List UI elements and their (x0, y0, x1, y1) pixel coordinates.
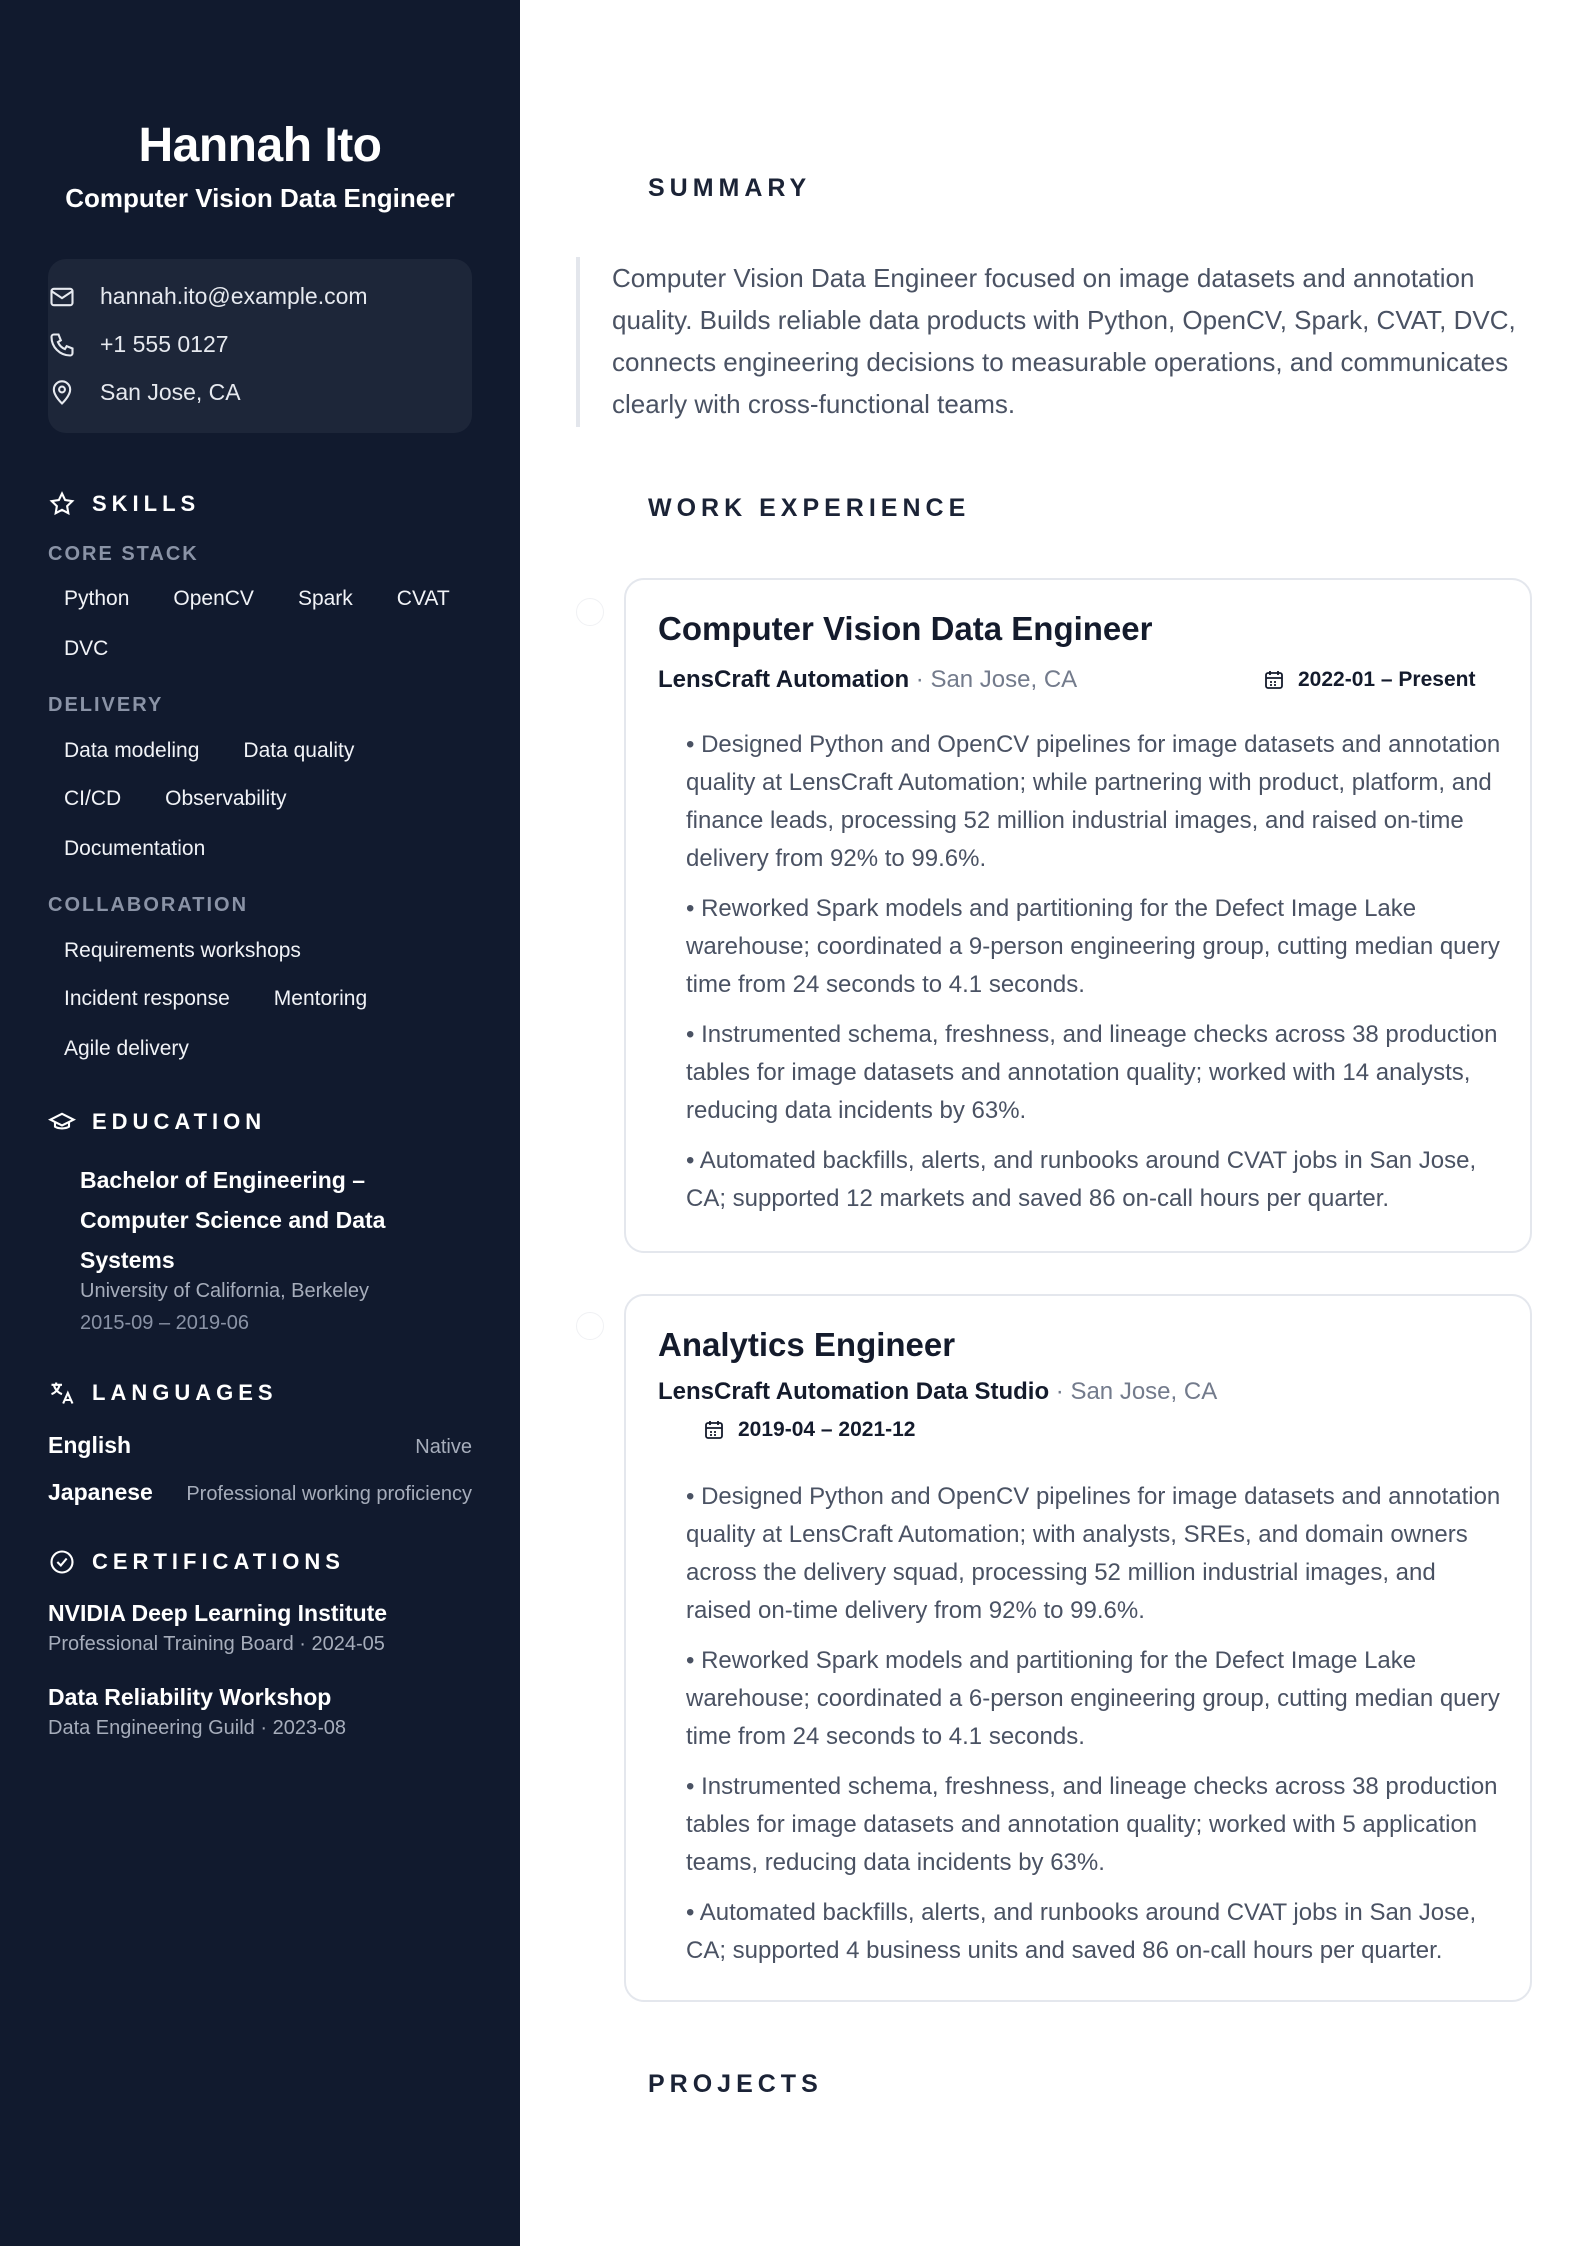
job-card (624, 578, 1532, 1253)
job-bullet: • Reworked Spark models and partitioning for the Defect Image Lake warehouse; coordinated a 6-person engineering group, cutting median query time from 24 seconds to 4.1 seconds. (686, 1647, 1500, 1750)
contact-location (100, 377, 241, 407)
education-dates: 2015-09 – 2019-06 (80, 1312, 250, 1334)
skill-tag: Documentation (64, 837, 206, 860)
contact-card (48, 259, 472, 433)
skill-tag: DVC (64, 637, 109, 660)
skills-row (48, 782, 315, 816)
education-heading (48, 1105, 266, 1139)
job-location: · San Jose, CA (909, 666, 1078, 693)
job-dates-text: 2019-04 – 2021-12 (738, 1418, 916, 1441)
job-dates-text: 2022-01 – Present (1298, 668, 1476, 691)
job-bullet: • Designed Python and OpenCV pipelines for image datasets and annotation quality at LensCraft Automation; with analysts, SREs, and domain owners across the delivery squad, processing 52 million industrial images, and raised on-time delivery from 92% to 99.6%. (686, 1483, 1501, 1624)
job-location: · San Jose, CA (1049, 1378, 1218, 1405)
skills-row (48, 982, 395, 1016)
mail-icon (48, 283, 76, 311)
language-level: Professional working proficiency (186, 1483, 472, 1505)
cert-name: Data Reliability Workshop (48, 1684, 332, 1710)
skills-heading-text: SKILLS (92, 491, 201, 516)
phone-icon (48, 331, 76, 359)
skill-tag: Data quality (243, 739, 355, 762)
skill-tag: Spark (297, 587, 353, 610)
experience-heading: WORK EXPERIENCE (648, 494, 971, 522)
projects-heading: PROJECTS (648, 2070, 823, 2098)
skills-group-title: CORE STACK (48, 543, 199, 565)
education-degree: Bachelor of Engineering – Computer Science and Data Systems (80, 1167, 386, 1273)
person-name: Hannah Ito (138, 119, 382, 172)
skill-tag: Agile delivery (64, 1037, 189, 1060)
job-card (624, 1294, 1532, 2002)
summary-heading: SUMMARY (648, 174, 812, 202)
job-company: LensCraft Automation (658, 666, 910, 693)
timeline-dot (576, 598, 604, 626)
skills-row (48, 832, 233, 866)
summary-text: Computer Vision Data Engineer focused on image datasets and annotation quality. Builds reliable data products with Python, OpenCV, Spark, CVAT, DVC, connects engineering decisions to measurable operations, and communicates clearly with cross-functional teams. (576, 257, 1516, 427)
skills-row (48, 582, 478, 616)
skills-row (48, 1032, 217, 1066)
skill-tag: CVAT (396, 587, 450, 610)
phone-text: +1 555 0127 (100, 330, 229, 357)
job-company: LensCraft Automation Data Studio (658, 1378, 1050, 1405)
calendar-icon (1262, 668, 1286, 692)
job-title: Computer Vision Data Engineer (658, 610, 1153, 647)
graduation-cap-icon (48, 1108, 76, 1136)
education-school: University of California, Berkeley (80, 1280, 369, 1302)
location-pin-icon (48, 379, 76, 407)
email-text: hannah.ito@example.com (100, 282, 368, 309)
skill-tag: CI/CD (64, 787, 122, 810)
language-row (48, 1432, 472, 1459)
translate-icon (48, 1379, 76, 1407)
language-name: Japanese (48, 1479, 153, 1505)
job-company-line (658, 1378, 1217, 1406)
languages-heading-text: LANGUAGES (92, 1380, 278, 1405)
job-company-line (658, 666, 1077, 694)
job-bullet: • Instrumented schema, freshness, and lineage checks across 38 production tables for image datasets and annotation quality; worked with 14 analysts, reducing data incidents by 63%. (686, 1021, 1498, 1124)
education-heading-text: EDUCATION (92, 1109, 267, 1134)
job-bullet: • Automated backfills, alerts, and runbooks around CVAT jobs in San Jose, CA; supported 4 business units and saved 86 on-call hours per quarter. (686, 1899, 1477, 1964)
skill-tag: Python (64, 587, 130, 610)
job-bullet: • Instrumented schema, freshness, and lineage checks across 38 production tables for image datasets and annotation quality; worked with 5 application teams, reducing data incidents by 63%. (686, 1773, 1498, 1876)
language-name: English (48, 1432, 132, 1458)
skills-row (48, 632, 136, 666)
cert-meta: Data Engineering Guild · 2023-08 (48, 1717, 346, 1739)
cert-name: NVIDIA Deep Learning Institute (48, 1600, 388, 1626)
job-bullets (686, 1478, 1506, 1982)
languages-heading (48, 1376, 278, 1410)
job-bullet: • Designed Python and OpenCV pipelines for image datasets and annotation quality at LensCraft Automation; while partnering with product, platform, and finance leads, processing 52 million industrial images, and raised on-time delivery from 92% to 99.6%. (686, 731, 1501, 872)
skill-tag: Data modeling (64, 739, 200, 762)
skill-tag: Incident response (64, 987, 230, 1010)
certifications-heading-text: CERTIFICATIONS (92, 1549, 345, 1574)
contact-email[interactable] (100, 281, 368, 311)
job-dates (1262, 668, 1475, 692)
skill-tag: Observability (165, 787, 287, 810)
job-bullets (686, 726, 1506, 1230)
timeline-dot (576, 1312, 604, 1340)
skill-tag: Requirements workshops (64, 939, 301, 962)
skills-row (48, 934, 329, 968)
skills-group-title: DELIVERY (48, 694, 164, 716)
job-dates (702, 1418, 916, 1442)
skills-row (48, 734, 382, 768)
job-title: Analytics Engineer (658, 1326, 956, 1363)
location-text: San Jose, CA (100, 378, 241, 405)
cert-meta: Professional Training Board · 2024-05 (48, 1633, 385, 1655)
job-bullet: • Reworked Spark models and partitioning for the Defect Image Lake warehouse; coordinated a 9-person engineering group, cutting median query time from 24 seconds to 4.1 seconds. (686, 895, 1500, 998)
person-headline: Computer Vision Data Engineer (65, 183, 455, 213)
star-icon (48, 490, 76, 518)
skill-tag: Mentoring (273, 987, 368, 1010)
skills-heading (48, 487, 200, 521)
skills-group-title: COLLABORATION (48, 894, 249, 916)
sidebar (0, 0, 520, 2246)
job-bullet: • Automated backfills, alerts, and runbooks around CVAT jobs in San Jose, CA; supported 12 markets and saved 86 on-call hours per quarter. (686, 1147, 1477, 1212)
language-level: Native (415, 1436, 472, 1458)
certifications-heading (48, 1545, 345, 1579)
skill-tag: OpenCV (173, 587, 254, 610)
calendar-icon (702, 1418, 726, 1442)
language-row (48, 1479, 472, 1506)
check-circle-icon (48, 1548, 76, 1576)
contact-phone[interactable] (100, 329, 229, 359)
